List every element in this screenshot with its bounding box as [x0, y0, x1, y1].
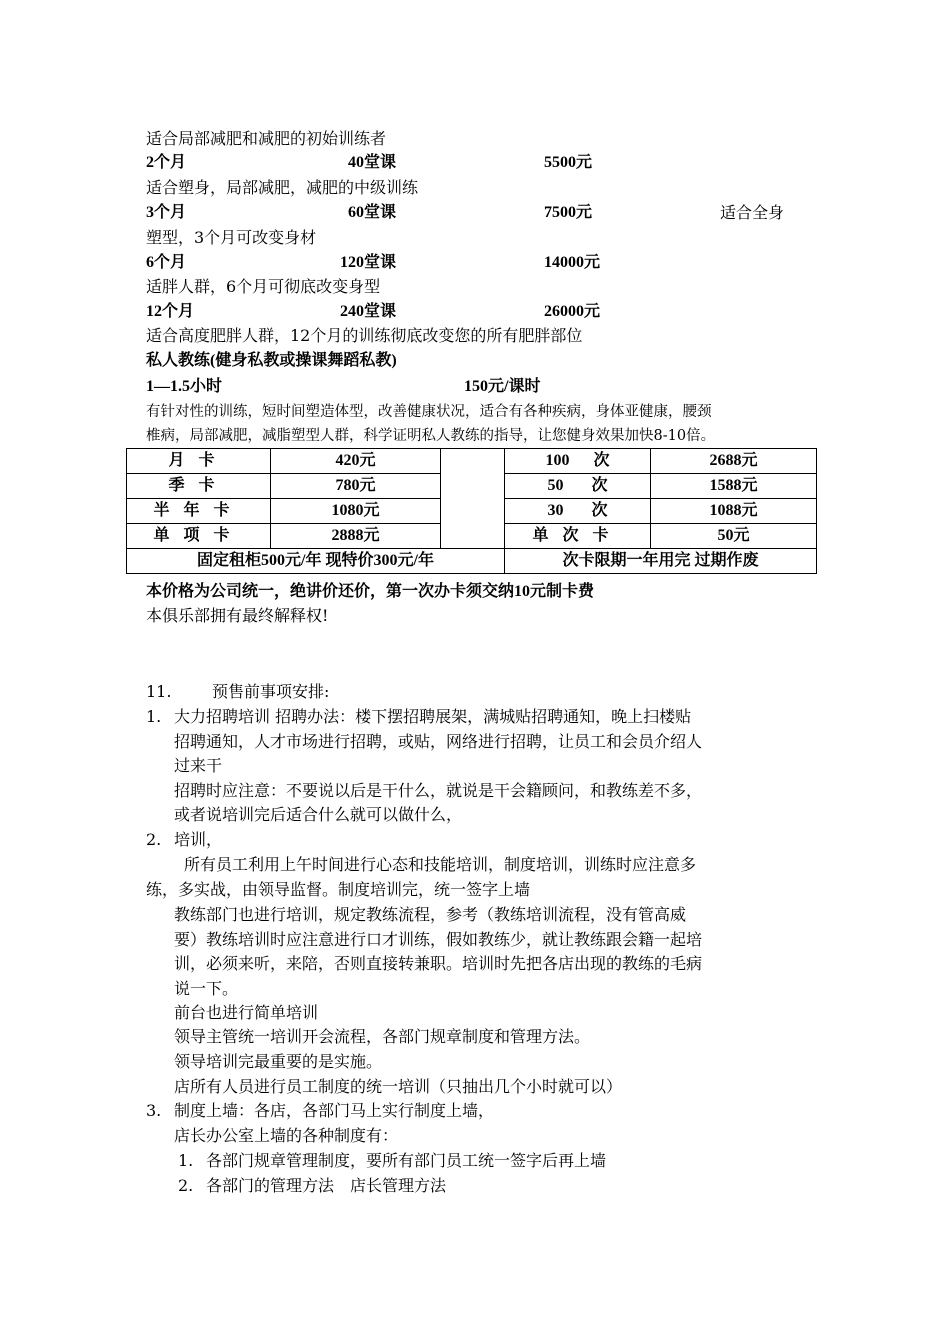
list-item-text: 说一下。 — [174, 979, 239, 998]
personal-training-heading: 私人教练(健身私教或操课舞蹈私教) — [146, 352, 397, 369]
plan-price: 14000元 — [544, 254, 601, 271]
list-item-text: 教练部门也进行培训，规定教练流程，参考（教练培训流程，没有管高威 — [174, 905, 687, 924]
list-item-text: 店长办公室上墙的各种制度有： — [174, 1126, 399, 1145]
table-footer-right: 次卡限期一年用完 过期作废 — [505, 549, 817, 574]
plan-classes: 120堂课 — [340, 254, 397, 271]
list-item-text: 过来干 — [174, 756, 223, 775]
list-item-title: 制度上墙：各店，各部门马上实行制度上墙， — [174, 1101, 495, 1120]
visit-card-label: 30 次 — [505, 499, 651, 524]
list-item-text: 训，必须来听，来陪，否则直接转兼职。培训时先把各店出现的教练的毛病 — [174, 954, 703, 973]
list-item-text: 店所有人员进行员工制度的统一培训（只抽出几个小时就可以） — [174, 1077, 623, 1096]
table-spacer — [441, 449, 505, 549]
visit-card-price: 1588元 — [651, 474, 817, 499]
plan-duration: 2个月 — [146, 154, 187, 171]
visit-card-label: 单次卡 — [505, 524, 651, 549]
card-label: 单项卡 — [127, 524, 271, 549]
list-item-number: 1. — [146, 707, 162, 726]
personal-training-desc-line1: 有针对性的训练，短时间塑造体型，改善健康状况，适合有各种疾病，身体亚健康，腰颈 — [146, 404, 712, 420]
visit-card-price: 50元 — [651, 524, 817, 549]
plan-duration: 6个月 — [146, 254, 187, 271]
plan-price: 5500元 — [544, 154, 593, 171]
card-label: 月卡 — [127, 449, 271, 474]
list-item-number: 2. — [146, 830, 162, 849]
list-item-text: 大力招聘培训 招聘办法：楼下摆招聘展架，满城贴招聘通知，晚上扫楼贴 — [174, 707, 692, 726]
list-item-title: 培训， — [174, 830, 223, 849]
plan-desc: 适胖人群，6个月可彻底改变身型 — [146, 277, 381, 296]
plan-desc: 适合塑身，局部减肥，减肥的中级训练 — [146, 178, 419, 197]
plan-classes: 60堂课 — [348, 204, 397, 221]
list-item-number: 3. — [146, 1101, 162, 1120]
plan-duration: 3个月 — [146, 204, 187, 221]
list-item-text: 招聘时应注意：不要说以后是干什么，就说是干会籍顾问，和教练差不多， — [174, 781, 703, 800]
plan-side-note: 适合全身 — [720, 203, 785, 222]
list-item-text: 或者说培训完后适合什么就可以做什么， — [174, 805, 463, 824]
list-item-text: 所有员工利用上午时间进行心态和技能培训，制度培训，训练时应注意多 — [184, 855, 697, 874]
visit-card-label: 50 次 — [505, 474, 651, 499]
plan-duration: 12个月 — [146, 303, 195, 320]
list-item-text: 招聘通知，人才市场进行招聘，或贴，网络进行招聘，让员工和会员介绍人 — [174, 732, 703, 751]
visit-card-price: 1088元 — [651, 499, 817, 524]
card-label: 季卡 — [127, 474, 271, 499]
visit-card-label: 100 次 — [505, 449, 651, 474]
plan-classes: 40堂课 — [348, 154, 397, 171]
plan-desc: 塑型，3个月可改变身材 — [146, 228, 317, 247]
notice-rights: 本俱乐部拥有最终解释权! — [146, 606, 329, 625]
list-item-text: 要）教练培训时应注意进行口才训练，假如教练少，就让教练跟会籍一起培 — [174, 930, 703, 949]
personal-training-desc-line2: 椎病，局部减肥，减脂塑型人群，科学证明私人教练的指导，让您健身效果加快8-10倍。 — [146, 428, 716, 444]
list-item-text: 前台也进行简单培训 — [174, 1003, 319, 1022]
plan-desc: 适合高度肥胖人群，12个月的训练彻底改变您的所有肥胖部位 — [146, 326, 583, 345]
sub-item-number: 2. — [178, 1176, 194, 1195]
sub-item-number: 1. — [178, 1151, 194, 1170]
plan-price: 7500元 — [544, 204, 593, 221]
visit-card-price: 2688元 — [651, 449, 817, 474]
notice-bold: 本价格为公司统一，绝讲价还价，第一次办卡须交纳10元制卡费 — [146, 583, 595, 600]
sub-item-text: 各部门的管理方法 店长管理方法 — [206, 1176, 447, 1195]
personal-training-duration: 1—1.5小时 — [146, 378, 223, 395]
card-price: 1080元 — [271, 499, 441, 524]
plan-price: 26000元 — [544, 303, 601, 320]
section-number: 11. — [146, 682, 172, 701]
list-item-text: 领导主管统一培训开会流程，各部门规章制度和管理方法。 — [174, 1027, 591, 1046]
list-item-text: 领导培训完最重要的是实施。 — [174, 1052, 383, 1071]
card-price: 420元 — [271, 449, 441, 474]
sub-item-text: 各部门规章管理制度，要所有部门员工统一签字后再上墙 — [206, 1151, 607, 1170]
plan-classes: 240堂课 — [340, 303, 397, 320]
table-footer-left: 固定租柜500元/年 现特价300元/年 — [127, 549, 505, 574]
list-item-text: 练，多实战，由领导监督。制度培训完，统一签字上墙 — [146, 880, 531, 899]
plans-intro: 适合局部减肥和减肥的初始训练者 — [146, 129, 387, 148]
table-row — [127, 549, 817, 574]
price-table — [126, 448, 817, 574]
card-label: 半年卡 — [127, 499, 271, 524]
personal-training-price: 150元/课时 — [464, 378, 541, 395]
card-price: 2888元 — [271, 524, 441, 549]
section-title: 预售前事项安排: — [212, 682, 330, 701]
card-price: 780元 — [271, 474, 441, 499]
table-row — [127, 449, 817, 474]
